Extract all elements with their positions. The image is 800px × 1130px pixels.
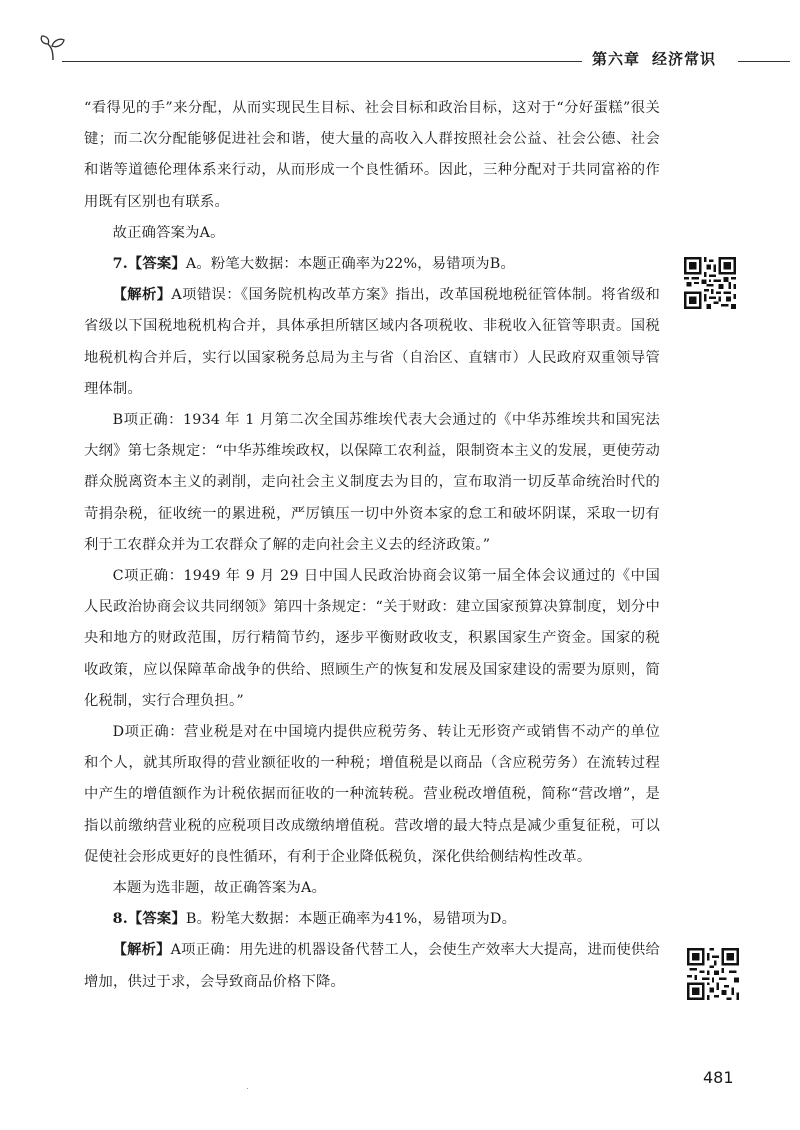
- analysis-tag: 【解析】: [112, 287, 172, 304]
- scan-speck: [247, 1088, 248, 1089]
- paragraph-b: B项正确：1934 年 1 月第二次全国苏维埃代表大会通过的《中华苏维埃共和国宪法大纲》第七条规定：“中华苏维埃政权，以保障工农利益，限制资本主义的发展，更使劳动群众脱离资本主义的剥削，走向社会主义制度去为目的，宣布取消一切反革命统治时代的苛捐杂税，征收统一的累进税，严厉镇压一切中外资本家的怠工和破坏阴谋，采取一切有利于工农群众并为工农群众了解的走向社会主义去的经济政策。”: [84, 412, 660, 553]
- analysis-8: 【解析】A项正确：用先进的机器设备代替工人，会使生产效率大大提高，进而使供给增加，供过于求，会导致商品价格下降。: [84, 942, 660, 990]
- chapter-title: [592, 48, 716, 69]
- qr-code-icon[interactable]: [684, 257, 736, 309]
- paragraph-1: “看得见的手”来分配，从而实现民生目标、社会目标和政治目标，这对于“分好蛋糕”很关键；而二次分配能够促进社会和谐，使大量的高收入人群按照社会公益、社会公德、社会和谐等道德伦理体系来行动，从而形成一个良性循环。因此，三种分配对于共同富裕的作用既有区别也有联系。: [84, 100, 660, 210]
- paragraph-d: D项正确：营业税是对在中国境内提供应税劳务、转让无形资产或销售不动产的单位和个人，就其所取得的营业额征收的一种税；增值税是以商品（含应税劳务）在流转过程中产生的增值额作为计税依据而征收的一种流转税。营业税改增值税，简称“营改增”，是指以前缴纳营业税的应税项目改成缴纳增值税。营改增的最大特点是减少重复征税，可以促使社会形成更好的良性循环，有利于企业降低税负，深化供给侧结构性改革。: [84, 724, 660, 865]
- paragraph-2: 故正确答案为A。: [112, 224, 225, 241]
- paragraph-conclusion: 本题为选非题，故正确答案为A。: [112, 880, 327, 897]
- page-content: [84, 93, 660, 998]
- page-number: 481: [703, 1068, 734, 1087]
- analysis-7: 【解析】A项错误：《国务院机构改革方案》指出，改革国税地税征管体制。将省级和省级以下国税地税机构合并，具体承担所辖区域内各项税收、非税收入征管等职责。国税地税机构合并后，实行以国家税务总局为主与省（自治区、直辖市）人民政府双重领导管理体制。: [84, 287, 660, 397]
- paragraph-c: C项正确：1949 年 9 月 29 日中国人民政治协商会议第一届全体会议通过的《中国人民政治协商会议共同纲领》第四十条规定：“关于财政：建立国家预算决算制度，划分中央和地方的财政范围，厉行精简节约，逐步平衡财政收支，积累国家生产资金。国家的税收政策，应以保障革命战争的供给、照顾生产的恢复和发展及国家建设的需要为原则，简化税制，实行合理负担。”: [84, 568, 660, 709]
- chapter-section: 经济常识: [652, 50, 717, 68]
- answer-tag: 7.【答案】: [112, 256, 186, 273]
- qr-code-icon[interactable]: [687, 948, 739, 1000]
- answer-8: 8.【答案】B。粉笔大数据：本题正确率为41%，易错项为D。: [112, 911, 517, 928]
- chapter-number: 第六章: [592, 50, 641, 68]
- page-header: [0, 30, 800, 70]
- leaf-icon: [38, 34, 68, 62]
- header-rule-right: [738, 61, 790, 62]
- header-rule-left: [62, 61, 582, 62]
- analysis-tag: 【解析】: [112, 942, 171, 959]
- answer-7: 7.【答案】A。粉笔大数据：本题正确率为22%，易错项为B。: [112, 256, 515, 273]
- answer-tag: 8.【答案】: [112, 911, 186, 928]
